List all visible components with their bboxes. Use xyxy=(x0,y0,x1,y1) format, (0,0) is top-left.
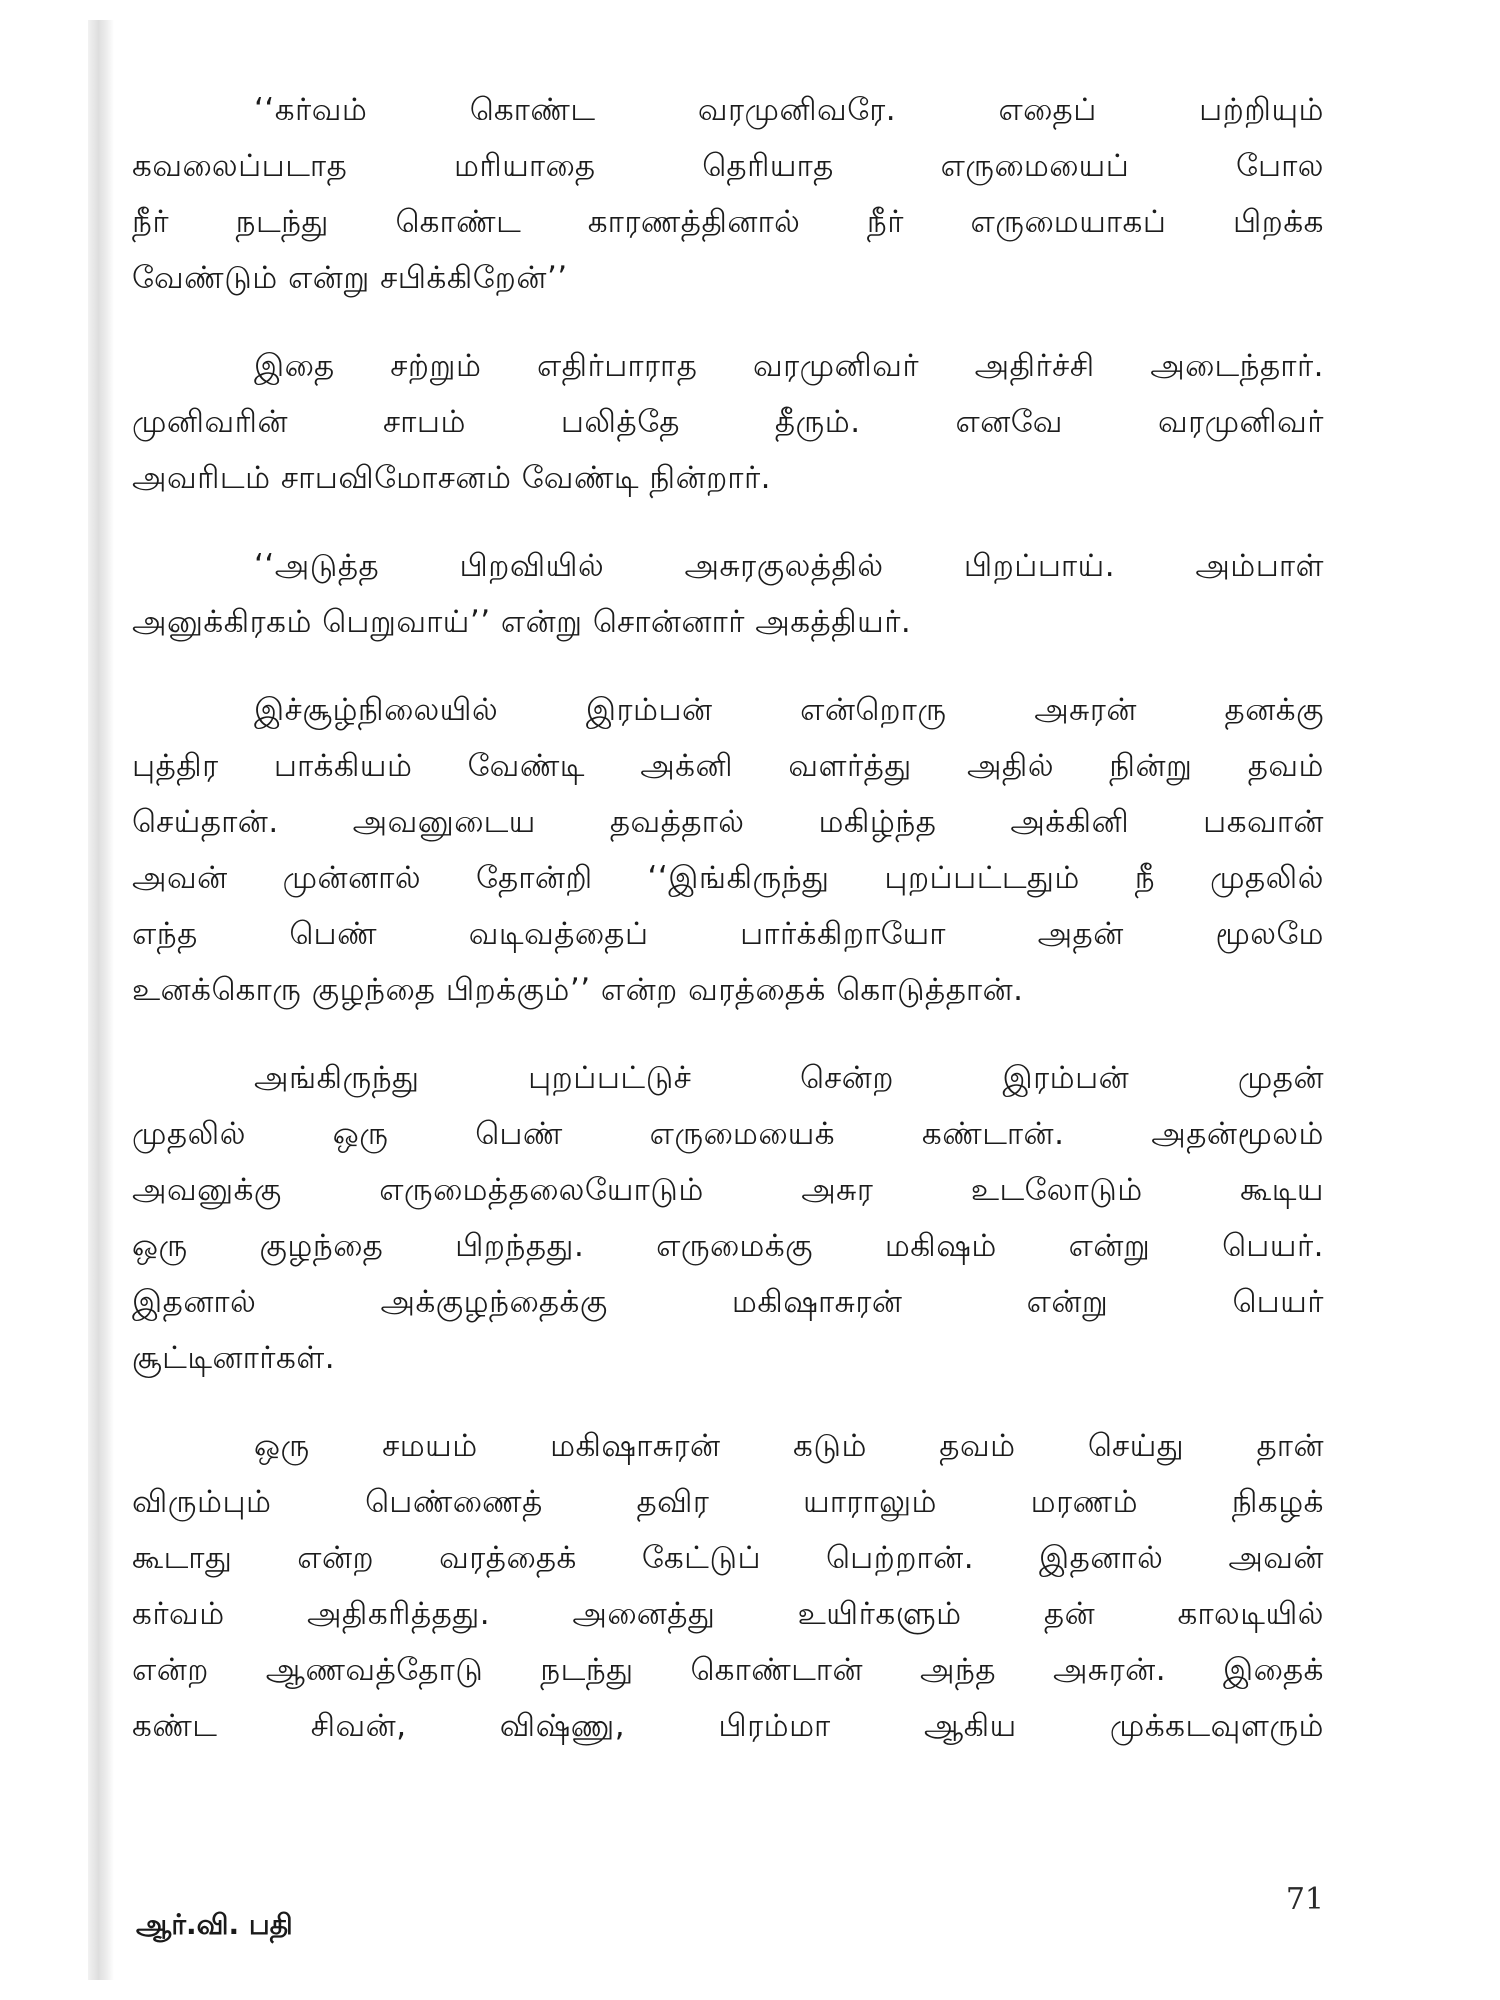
text-line: இச்சூழ்நிலையில் இரம்பன் என்றொரு அசுரன் தனக்கு xyxy=(254,692,1324,728)
text-line: கவலைப்படாத மரியாதை தெரியாத எருமையைப் போல xyxy=(132,148,1324,184)
paragraph-2 xyxy=(132,338,1324,506)
text-line: கூடாது என்ற வரத்தைக் கேட்டுப் பெற்றான். இதனால் அவன் xyxy=(132,1540,1324,1576)
page-number: 71 xyxy=(1285,1882,1324,1917)
text-line: அவனுக்கு எருமைத்தலையோடும் அசுர உடலோடும் கூடிய xyxy=(132,1172,1324,1208)
paragraph-4 xyxy=(132,682,1324,1018)
text-line: எந்த பெண் வடிவத்தைப் பார்க்கிறாயோ அதன் மூலமே xyxy=(132,916,1324,952)
text-line: விரும்பும் பெண்ணைத் தவிர யாராலும் மரணம் நிகழக் xyxy=(132,1484,1324,1520)
text-line: அவன் முன்னால் தோன்றி ‘‘இங்கிருந்து புறப்பட்டதும் நீ முதலில் xyxy=(132,860,1324,896)
text-line: இதனால் அக்குழந்தைக்கு மகிஷாசுரன் என்று பெயர் xyxy=(132,1284,1324,1320)
text-line: ஒரு சமயம் மகிஷாசுரன் கடும் தவம் செய்து தான் xyxy=(254,1428,1324,1464)
text-line: ‘‘கர்வம் கொண்ட வரமுனிவரே. எதைப் பற்றியும் xyxy=(254,92,1324,128)
paragraph-5 xyxy=(132,1050,1324,1386)
page-scan-edge xyxy=(88,20,114,1980)
paragraph-6 xyxy=(132,1418,1324,1754)
text-line: நீர் நடந்து கொண்ட காரணத்தினால் நீர் எருமையாகப் பிறக்க xyxy=(132,204,1324,240)
text-line: புத்திர பாக்கியம் வேண்டி அக்னி வளர்த்து அதில் நின்று தவம் xyxy=(132,748,1324,784)
paragraph-3 xyxy=(132,538,1324,650)
text-line: உனக்கொரு குழந்தை பிறக்கும்’’ என்ற வரத்தைக் கொடுத்தான். xyxy=(132,972,1024,1008)
author-name: ஆர்.வி. பதி xyxy=(136,1908,293,1941)
text-line: முனிவரின் சாபம் பலித்தே தீரும். எனவே வரமுனிவர் xyxy=(132,404,1324,440)
text-line: முதலில் ஒரு பெண் எருமையைக் கண்டான். அதன்மூலம் xyxy=(132,1116,1324,1152)
text-line: செய்தான். அவனுடைய தவத்தால் மகிழ்ந்த அக்கினி பகவான் xyxy=(132,804,1324,840)
text-line: கண்ட சிவன், விஷ்ணு, பிரம்மா ஆகிய முக்கடவுளரும் xyxy=(132,1708,1324,1744)
text-line: அங்கிருந்து புறப்பட்டுச் சென்ற இரம்பன் முதன் xyxy=(254,1060,1324,1096)
text-line: என்ற ஆணவத்தோடு நடந்து கொண்டான் அந்த அசுரன். இதைக் xyxy=(132,1652,1324,1688)
text-line: அனுக்கிரகம் பெறுவாய்’’ என்று சொன்னார் அகத்தியர். xyxy=(132,604,912,640)
text-line: ‘‘அடுத்த பிறவியில் அசுரகுலத்தில் பிறப்பாய். அம்பாள் xyxy=(254,548,1324,584)
text-line: கர்வம் அதிகரித்தது. அனைத்து உயிர்களும் தன் காலடியில் xyxy=(132,1596,1324,1632)
text-line: ஒரு குழந்தை பிறந்தது. எருமைக்கு மகிஷம் என்று பெயர். xyxy=(132,1228,1324,1264)
text-line: வேண்டும் என்று சபிக்கிறேன்’’ xyxy=(132,260,568,296)
page-body xyxy=(132,82,1324,1786)
text-line: அவரிடம் சாபவிமோசனம் வேண்டி நின்றார். xyxy=(132,460,772,496)
text-line: சூட்டினார்கள். xyxy=(132,1340,336,1376)
text-line: இதை சற்றும் எதிர்பாராத வரமுனிவர் அதிர்ச்சி அடைந்தார். xyxy=(254,348,1324,384)
paragraph-1 xyxy=(132,82,1324,306)
